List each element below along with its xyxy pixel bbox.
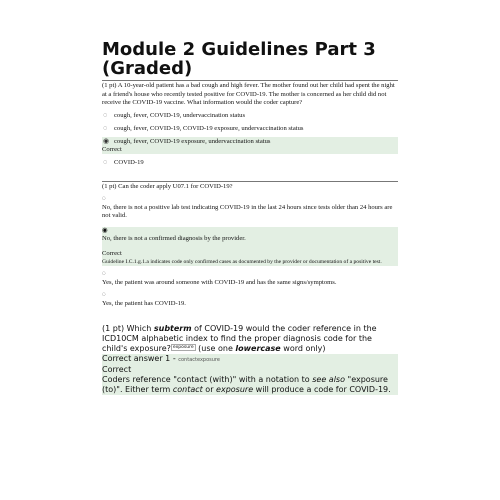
q2-option-3-radio[interactable]: ◌	[102, 270, 106, 278]
radio-icon[interactable]: ◌	[103, 123, 108, 132]
question-3-text: (1 pt) Which subterm of COVID-19 would the coder reference in the ICD10CM alphabetic index to find the proper diagnosis code for the child's exposure? exposure (use one lowercase word only)	[102, 324, 377, 354]
radio-icon[interactable]: ◌	[103, 158, 108, 167]
q2-option-2-radio[interactable]: ◉	[102, 226, 108, 234]
radio-selected-icon[interactable]: ◉	[103, 136, 110, 145]
q2-option-1[interactable]: No, there is not a positive lab test indicating COVID-19 in the last 24 hours since tests older than 24 hours are not valid.	[102, 203, 393, 220]
q2-selected-block	[102, 227, 398, 266]
q2-correct-label: Correct	[102, 249, 122, 257]
correct-answer-value: contactexposure	[178, 357, 220, 364]
q2-option-4-radio[interactable]: ◌	[102, 291, 106, 299]
q1-selected-block	[102, 137, 398, 155]
q1-option-3[interactable]: ◉ cough, fever, COVID-19 exposure, undervaccination status	[103, 136, 271, 145]
q3-correct-answer: Correct answer 1 - contactexposure	[102, 354, 220, 364]
q1-option-2[interactable]: ◌ cough, fever, COVID-19, COVID-19 exposure, undervaccination status	[103, 123, 304, 132]
q3-feedback: Coders reference "contact (with)" with a notation to see also "exposure (to)". Either term contact or exposure will produce a code for COVID-19.	[102, 375, 391, 395]
quiz-page	[102, 40, 398, 395]
q3-correct-label: Correct	[102, 365, 132, 375]
q2-option-2[interactable]: No, there is not a confirmed diagnosis by the provider.	[102, 235, 246, 243]
q2-option-4[interactable]: Yes, the patient has COVID-19.	[102, 299, 186, 307]
radio-icon[interactable]: ◌	[103, 110, 108, 119]
q2-option-1-radio[interactable]: ◌	[102, 194, 106, 202]
question-2-text: (1 pt) Can the coder apply U07.1 for COVID-19?	[102, 183, 233, 191]
q1-correct-label: Correct	[102, 145, 122, 153]
q2-feedback: Guideline I.C.1.g.1.a indicates code only confirmed cases as documented by the provider or documentation of a positive test.	[102, 258, 382, 265]
q1-option-1[interactable]: ◌ cough, fever, COVID-19, undervaccination status	[103, 110, 246, 119]
answer-input[interactable]: exposure	[172, 345, 194, 351]
q3-feedback-block	[102, 354, 398, 395]
q1-option-4[interactable]: ◌ COVID-19	[103, 158, 144, 167]
q2-option-3[interactable]: Yes, the patient was around someone with COVID-19 and has the same signs/symptoms.	[102, 278, 337, 286]
question-1-text: (1 pt) A 10-year-old patient has a bad cough and high fever. The mother found out her child had spent the night at a friend's house who recently tested positive for COVID-19. The mother is concerned as her child did not receive the COVID-19 vaccine. What information would the coder capture?	[102, 82, 395, 107]
page-title: Module 2 Guidelines Part 3 (Graded)	[102, 39, 376, 79]
